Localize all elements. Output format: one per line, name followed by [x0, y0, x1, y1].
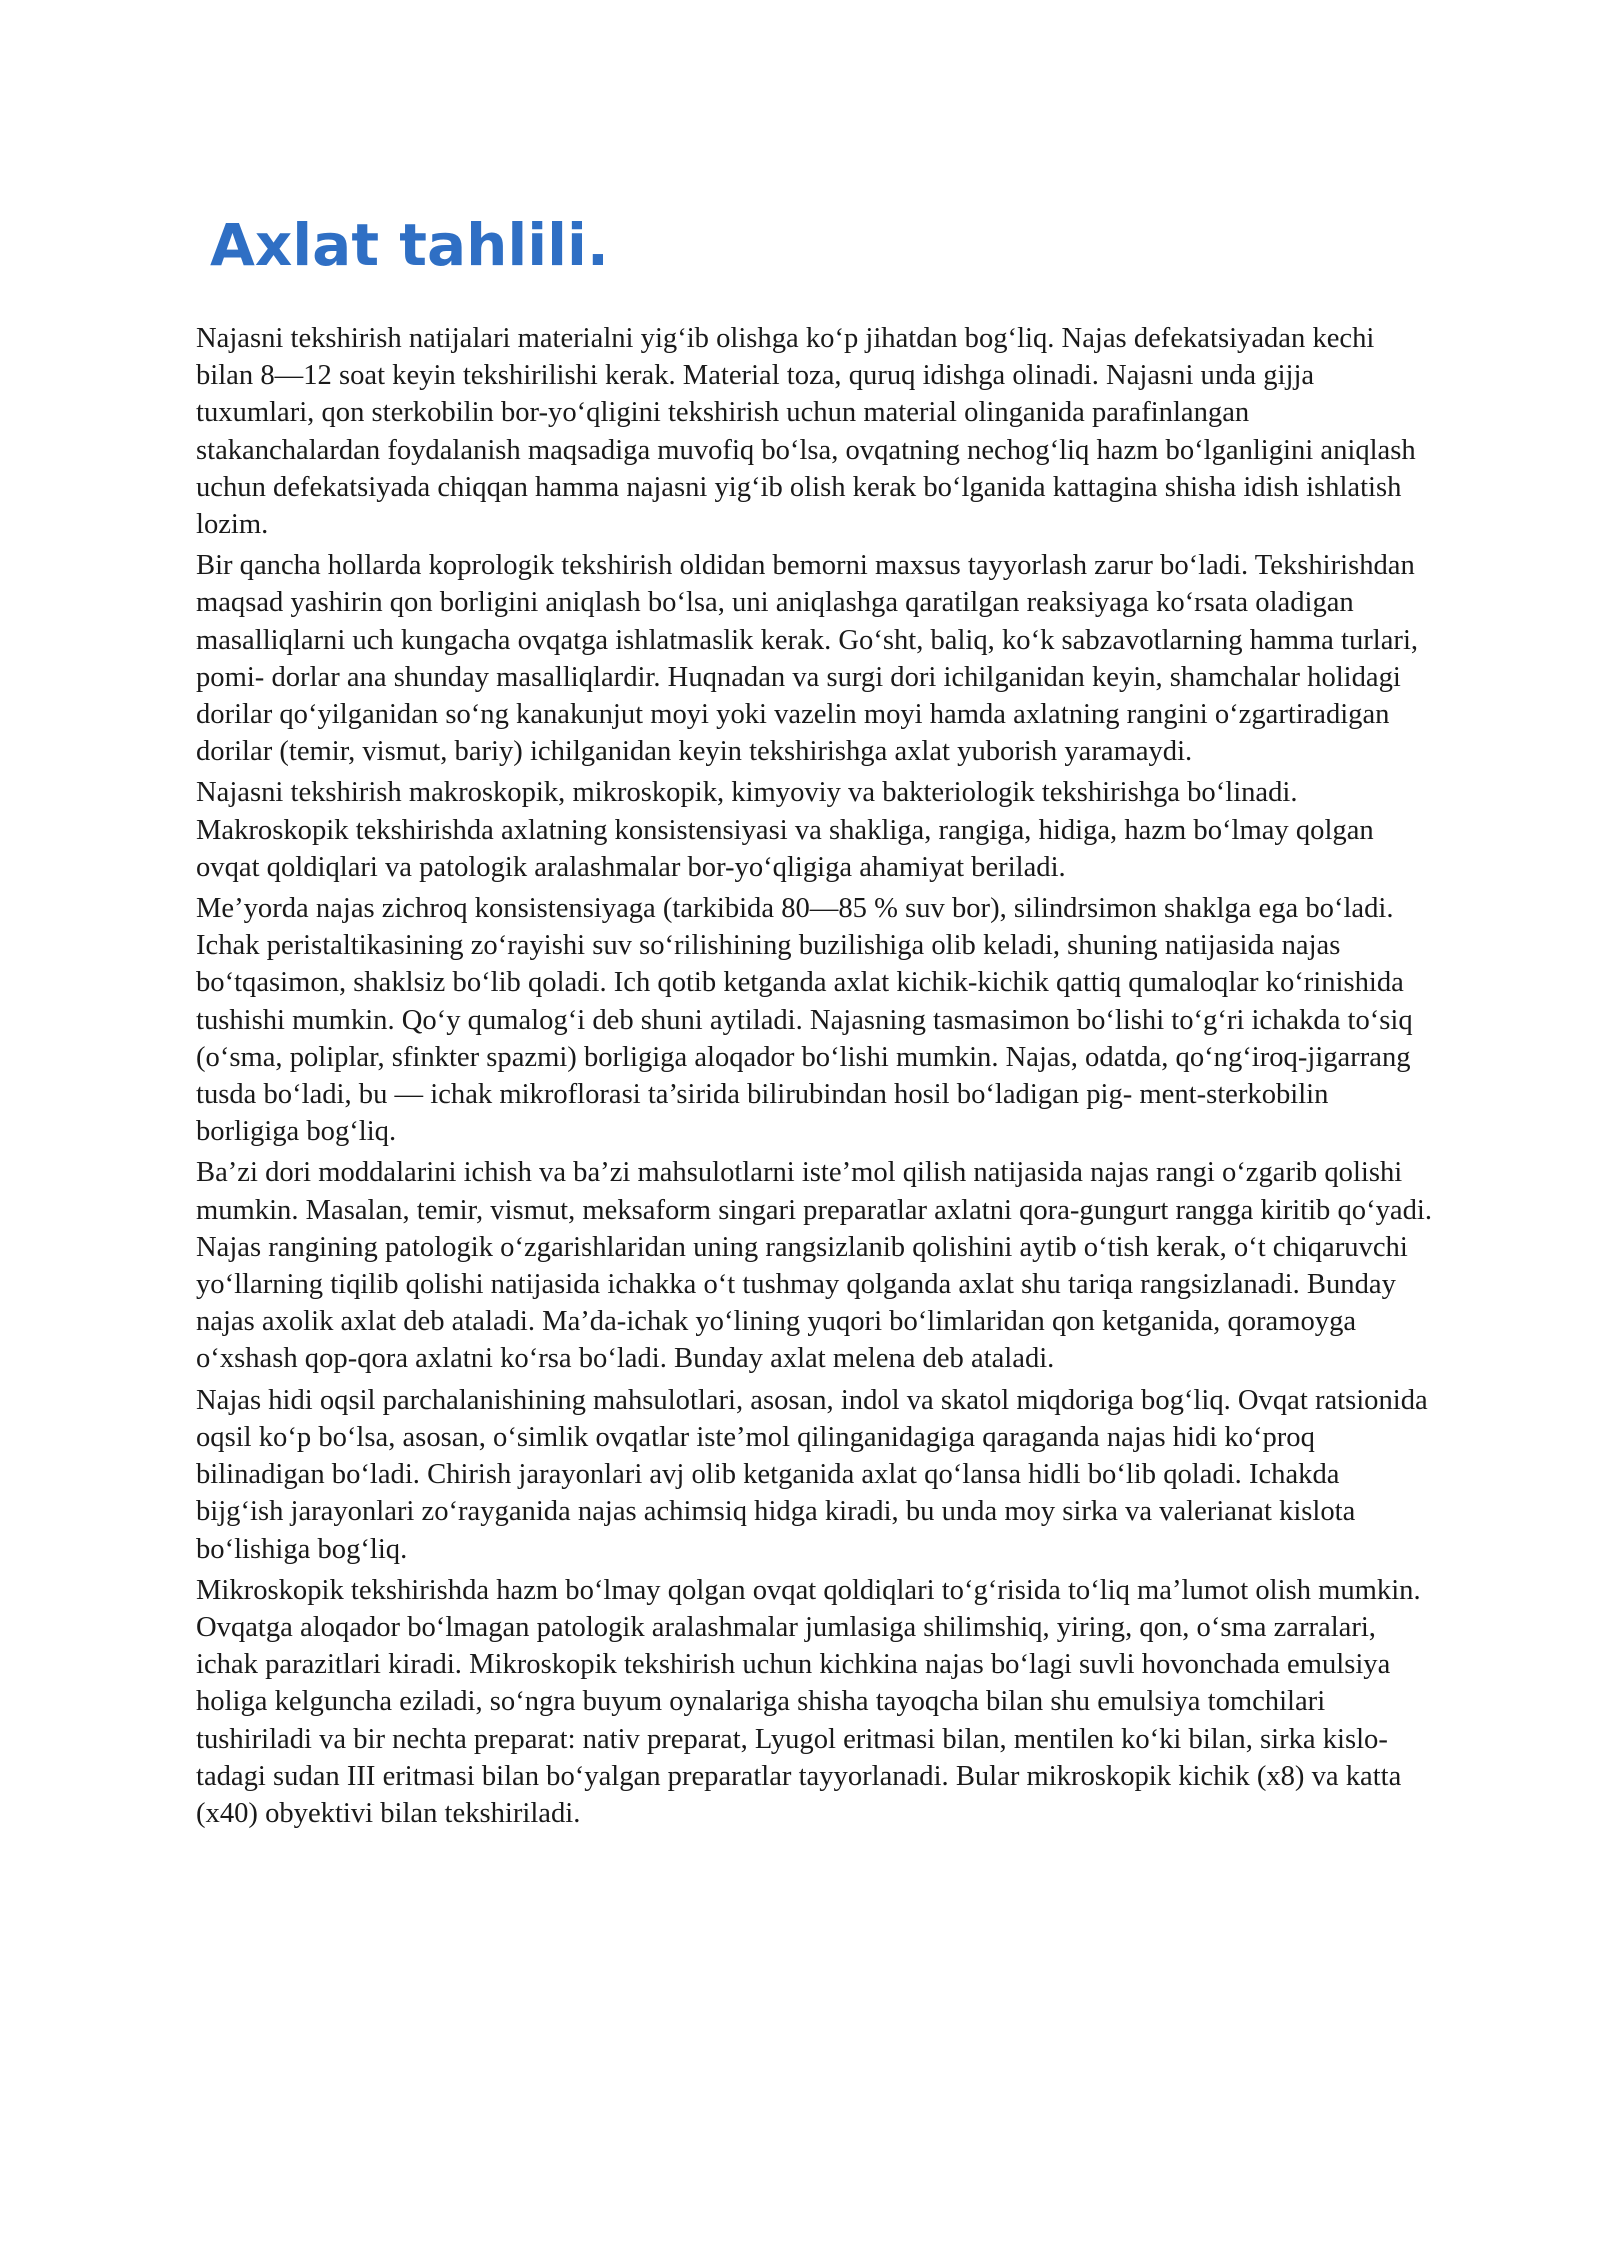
paragraph-3: Najasni tekshirish makroskopik, mikroskopik, kimyoviy va bakteriologik tekshirishga bo‘linadi. Makroskopik tekshirishda axlatning konsistensiyasi va shakliga, rangiga, hidiga, hazm bo‘lmay qolgan ovqat qoldiqlari va patologik aralashmalar bor-yo‘qligiga ahamiyat beriladi.	[196, 777, 1374, 883]
page-title: Axlat tahlili.	[210, 211, 609, 279]
document-body	[196, 320, 1432, 1836]
paragraph-1: Najasni tekshirish natijalari materialni yig‘ib olishga ko‘p jihatdan bog‘liq. Najas defekatsiyadan kechi bilan 8—12 soat keyin tekshirilishi kerak. Material toza, quruq idishga olinadi. Najasni unda gijja tuxumlari, qon sterkobilin bor-yo‘qligini tekshirish uchun material olinganida parafinlangan stakanchalardan foydalanish maqsadiga muvofiq bo‘lsa, ovqatning nechog‘liq hazm bo‘lganligini aniqlash uchun defekatsiyada chiqqan hamma najasni yig‘ib olish kerak bo‘lganida kattagina shisha idish ishlatish lozim.	[196, 323, 1416, 541]
paragraph-6: Najas hidi oqsil parchalanishining mahsulotlari, asosan, indol va skatol miqdoriga bog‘liq. Ovqat ratsionida oqsil ko‘p bo‘lsa, asosan, o‘simlik ovqatlar iste’mol qilinganidagiga qaraganda najas hidi ko‘proq bilinadigan bo‘ladi. Chirish jarayonlari avj olib ketganida axlat qo‘lansa hidli bo‘lib qoladi. Ichakda bijg‘ish jarayonlari zo‘rayganida najas achimsiq hidga kiradi, bu unda moy sirka va valerianat kislota bo‘lishiga bog‘liq.	[196, 1384, 1428, 1565]
paragraph-7: Mikroskopik tekshirishda hazm bo‘lmay qolgan ovqat qoldiqlari to‘g‘risida to‘liq ma’lumot olish mumkin. Ovqatga aloqador bo‘lmagan patologik aralashmalar jumlasiga shilimshiq, yiring, qon, o‘sma zarralari, ichak parazitlari kiradi. Mikroskopik tekshirish uchun kichkina najas bo‘lagi suvli hovonchada emulsiya holiga kelguncha eziladi, so‘ngra buyum oynalariga shisha tayoqcha bilan shu emulsiya tomchilari tushiriladi va bir nechta preparat: nativ preparat, Lyugol eritmasi bilan, mentilen ko‘ki bilan, sirka kislo- tadagi sudan III eritmasi bilan bo‘yalgan preparatlar tayyorlanadi. Bular mikroskopik kichik (x8) va katta (x40) obyektivi bilan tekshiriladi.	[196, 1574, 1421, 1829]
paragraph-4: Me’yorda najas zichroq konsistensiyaga (tarkibida 80—85 % suv bor), silindrsimon shaklga ega bo‘ladi. Ichak peristaltikasining zo‘rayishi suv so‘rilishining buzilishiga olib keladi, shuning natijasida najas bo‘tqasimon, shaklsiz bo‘lib qoladi. Ich qotib ketganda axlat kichik-kichik qattiq qumaloqlar ko‘rinishida tushishi mumkin. Qo‘y qumalog‘i deb shuni aytiladi. Najasning tasmasimon bo‘lishi to‘g‘ri ichakda to‘siq (o‘sma, poliplar, sfinkter spazmi) borligiga aloqador bo‘lishi mumkin. Najas, odatda, qo‘ng‘iroq-jigarrang tusda bo‘ladi, bu — ichak mikroflorasi ta’sirida bilirubindan hosil bo‘ladigan pig- ment-sterkobilin borligiga bog‘liq.	[196, 893, 1413, 1148]
paragraph-2: Bir qancha hollarda koprologik tekshirish oldidan bemorni maxsus tayyorlash zarur bo‘ladi. Tekshirishdan maqsad yashirin qon borligini aniqlash bo‘lsa, uni aniqlashga qaratilgan reaksiyaga ko‘rsata oladigan masalliqlarni uch kungacha ovqatga ishlatmaslik kerak. Go‘sht, baliq, ko‘k sabzavotlarning hamma turlari, pomi- dorlar ana shunday masalliqlardir. Huqnadan va surgi dori ichilganidan keyin, shamchalar holidagi dorilar qo‘yilganidan so‘ng kanakunjut moyi yoki vazelin moyi hamda axlatning rangini o‘zgartiradigan dorilar (temir, vismut, bariy) ichilganidan keyin tekshirishga axlat yuborish yaramaydi.	[196, 550, 1419, 768]
paragraph-5: Ba’zi dori moddalarini ichish va ba’zi mahsulotlarni iste’mol qilish natijasida najas rangi o‘zgarib qolishi mumkin. Masalan, temir, vismut, meksaform singari preparatlar axlatni qora-gungurt rangga kiritib qo‘yadi. Najas rangining patologik o‘zgarishlaridan uning rangsizlanib qolishini aytib o‘tish kerak, o‘t chiqaruvchi yo‘llarning tiqilib qolishi natijasida ichakka o‘t tushmay qolganda axlat shu tariqa rangsizlanadi. Bunday najas axolik axlat deb ataladi. Ma’da-ichak yo‘lining yuqori bo‘limlaridan qon ketganida, qoramoyga o‘xshash qop-qora axlatni ko‘rsa bo‘ladi. Bunday axlat melena deb ataladi.	[196, 1157, 1432, 1375]
